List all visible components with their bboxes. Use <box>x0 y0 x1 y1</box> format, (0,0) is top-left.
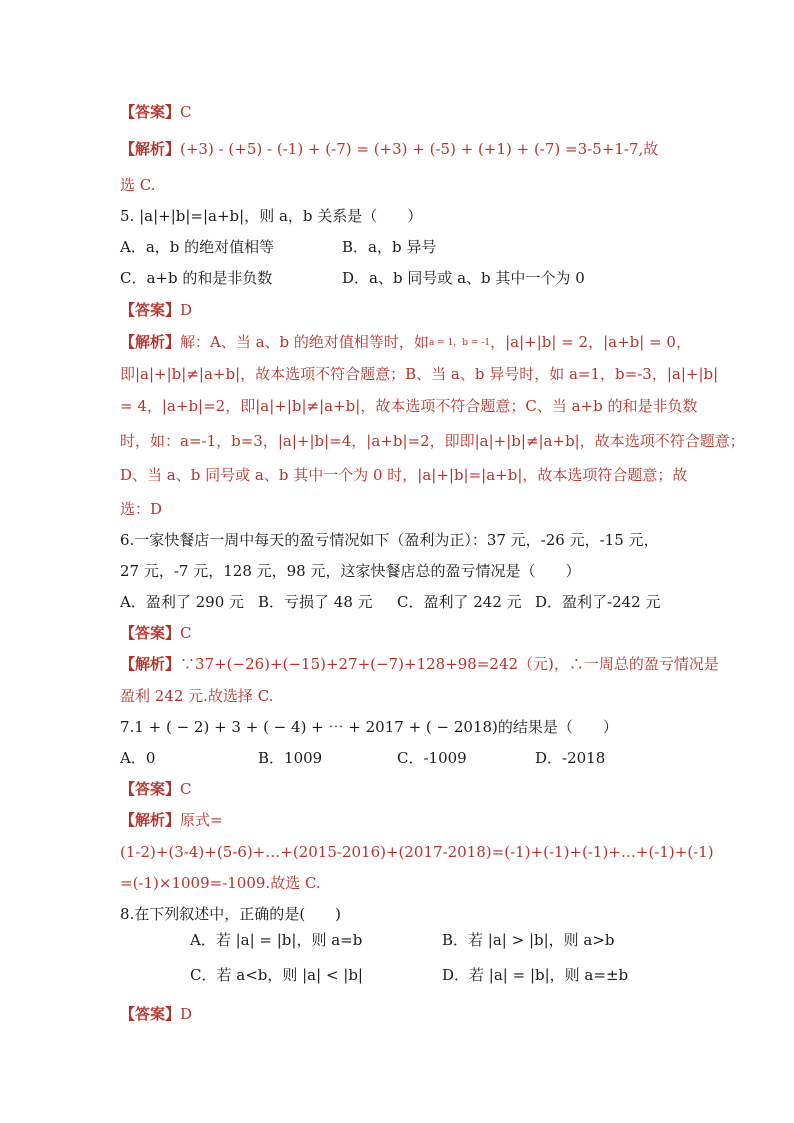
answer-tag: 【答案】 <box>120 780 181 798</box>
q5-answer: D <box>180 301 193 319</box>
q6-option-d: D．盈利了-242 元 <box>535 593 661 611</box>
answer-tag: 【答案】 <box>120 301 181 319</box>
q8-option-d: D．若 |a| = |b|，则 a=±b <box>442 966 629 984</box>
q6-stem-2: 27 元，-7 元，128 元，98 元，这家快餐店总的盈亏情况是（ ） <box>120 562 581 580</box>
q6-option-c: C．盈利了 242 元 <box>397 593 522 611</box>
q7-stem: 7.1 + ( − 2) + 3 + ( − 4) + ⋯ + 2017 + ( − 2018)的结果是（ ） <box>120 718 618 736</box>
q5-option-c: C．a+b 的和是非负数 <box>120 269 273 287</box>
q4-answer: C <box>180 103 192 121</box>
answer-tag: 【答案】 <box>120 624 181 642</box>
q8-option-c: C．若 a<b，则 |a| < |b| <box>190 966 363 984</box>
analysis-tag: 【解析】 <box>120 655 181 673</box>
analysis-tag: 【解析】 <box>120 333 181 351</box>
q6-option-b: B．亏损了 48 元 <box>258 593 373 611</box>
q6-analysis-1: ∵37+(−26)+(−15)+27+(−7)+128+98=242（元)，∴一周总的盈亏情况是 <box>180 655 719 673</box>
q6-answer-line <box>120 623 192 643</box>
q5-analysis-line-5: D、当 a、b 同号或 a、b 其中一个为 0 时，|a|+|b|=|a+b|，故本选项符合题意；故 <box>120 466 688 484</box>
q4-analysis-1: (+3) - (+5) - (-1) + (-7) = (+3) + (-5) + (+1) + (-7) =3-5+1-7,故 <box>180 140 659 158</box>
q4-answer-line <box>120 102 192 122</box>
q5-analysis-line-6: 选：D <box>120 500 163 518</box>
q8-option-a: A．若 |a| = |b|，则 a=b <box>190 931 363 949</box>
q4-analysis-line-2: 选 C. <box>120 176 156 194</box>
q7-analysis-line-2: (1-2)+(3-4)+(5-6)+…+(2015-2016)+(2017-2018)=(-1)+(-1)+(-1)+…+(-1)+(-1) <box>120 843 714 861</box>
q7-analysis-line-3: =(-1)×1009=-1009.故选 C. <box>120 874 321 892</box>
q7-answer-line <box>120 779 192 799</box>
q5-option-a: A．a，b 的绝对值相等 <box>120 238 275 256</box>
q5-analysis-line-4: 时，如：a=-1，b=3，|a|+|b|=4，|a+b|=2，即即|a|+|b|≠|a+b|，故本选项不符合题意； <box>120 432 745 450</box>
answer-tag: 【答案】 <box>120 103 181 121</box>
q6-analysis-line-1 <box>120 654 719 674</box>
q8-option-b: B．若 |a| > |b|，则 a>b <box>442 931 615 949</box>
q5-option-d: D．a、b 同号或 a、b 其中一个为 0 <box>342 269 585 287</box>
q8-answer: D <box>180 1005 193 1023</box>
q8-stem: 8.在下列叙述中，正确的是( ) <box>120 905 342 923</box>
q5-analysis-1c: ，|a|+|b| = 2，|a+b| = 0， <box>490 333 691 351</box>
answer-tag: 【答案】 <box>120 1005 181 1023</box>
q5-analysis-line-2: 即|a|+|b|≠|a+b|，故本选项不符合题意；B、当 a、b 异号时，如 a=1，b=-3，|a|+|b| <box>120 365 719 383</box>
q5-option-b: B．a，b 异号 <box>342 238 437 256</box>
q7-answer: C <box>180 780 192 798</box>
analysis-tag: 【解析】 <box>120 140 181 158</box>
q7-analysis-line-1 <box>120 810 223 830</box>
q7-option-b: B．1009 <box>258 749 323 767</box>
q7-option-c: C．-1009 <box>397 749 467 767</box>
q5-analysis-line-1 <box>120 332 691 353</box>
q5-analysis-1a: 解：A、当 a、b 的绝对值相等时，如 <box>180 333 429 351</box>
q5-analysis-1b: a = 1，b = -1 <box>428 338 491 348</box>
q6-answer: C <box>180 624 192 642</box>
q6-stem-1: 6.一家快餐店一周中每天的盈亏情况如下（盈利为正）：37 元，-26 元，-15 元， <box>120 531 659 549</box>
analysis-tag: 【解析】 <box>120 811 181 829</box>
q5-stem: 5. |a|+|b|=|a+b|，则 a，b 关系是（ ） <box>120 207 423 225</box>
q7-analysis-1: 原式= <box>180 811 223 829</box>
q5-analysis-line-3: = 4，|a+b|=2，即|a|+|b|≠|a+b|，故本选项不符合题意；C、当 a+b 的和是非负数 <box>120 397 698 415</box>
q6-option-a: A．盈利了 290 元 <box>120 593 244 611</box>
q6-analysis-line-2: 盈利 242 元.故选择 C. <box>120 687 274 705</box>
q7-option-a: A．0 <box>120 749 156 767</box>
q8-answer-line <box>120 1004 192 1024</box>
q5-answer-line <box>120 300 192 320</box>
q7-option-d: D．-2018 <box>535 749 606 767</box>
q4-analysis-line-1 <box>120 139 658 159</box>
